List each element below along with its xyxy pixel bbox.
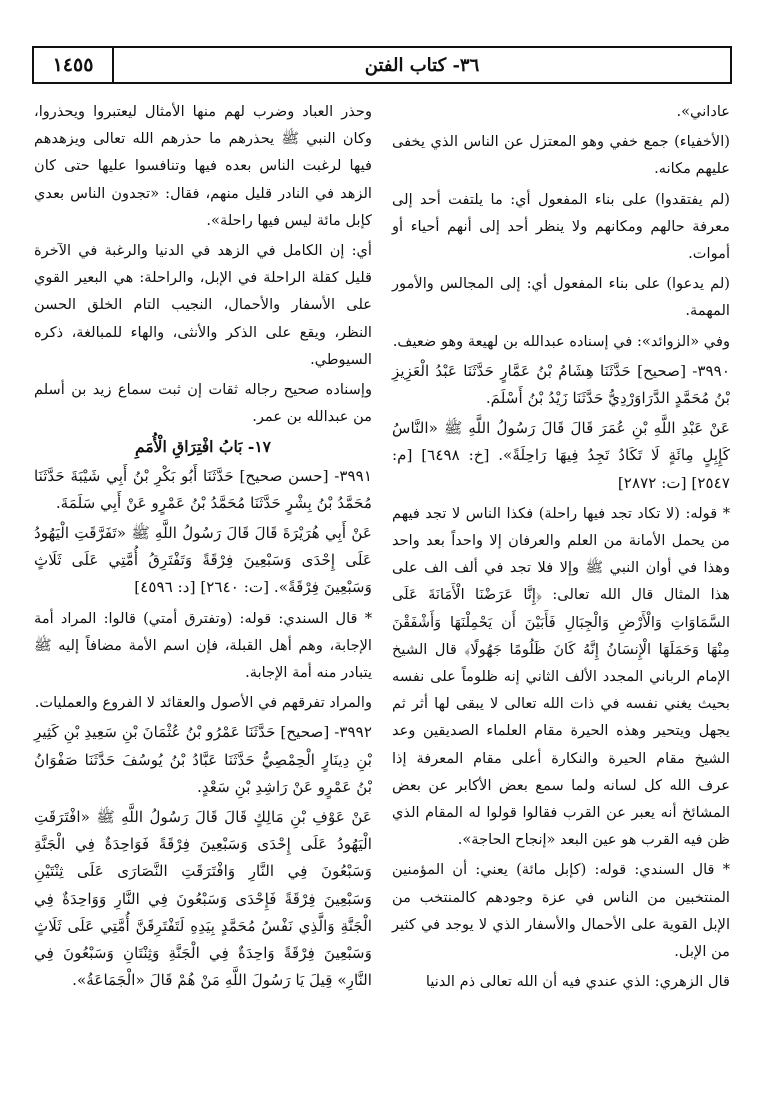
hadith-isnad: ٣٩٩١- [حسن صحيح] حَدَّثَنَا أَبُو بَكْرِ بْنُ أَبِي شَيْبَةَ حَدَّثَنَا مُحَمَّدُ بْنُ بِشْرٍ حَدَّثَنَا مُحَمَّدُ بْنُ عَمْرٍو عَنْ أَبِي سَلَمَةَ.	[34, 466, 372, 512]
left-column	[34, 98, 372, 998]
chapter-title: ٣٦- كتاب الفتن	[364, 54, 480, 76]
paragraph: وفي «الزوائد»: في إسناده عبدالله بن لهيعة وهو ضعيف.	[392, 332, 730, 350]
commentary: * قال السندي: قوله: (كإبل مائة) يعني: أن المؤمنين المنتخبين من الناس في عزة وجودهم كالمنتخب من الإبل القوية على الأحمال والأسفار الذي لا يوجد في كثير من الإبل.	[392, 861, 730, 961]
paragraph: قال الزهري: الذي عندي فيه أن الله تعالى ذم الدنيا	[425, 973, 730, 991]
page-number: ١٤٥٥	[34, 48, 114, 82]
paragraph: والمراد تفرقهم في الأصول والعقائد لا الفروع والعمليات.	[34, 694, 372, 712]
paragraph: (لم يدعوا) على بناء المفعول أي: إلى المجالس والأمور المهمة.	[392, 275, 730, 320]
paragraph: وحذر العباد وضرب لهم منها الأمثال ليعتبروا ويحذروا، وكان النبي ﷺ يحذرهم ما حذرهم الله تعالى ويزهدهم فيها لرغبت الناس بعده فيها وتنافسوا عليها حتى كان الزهد في النادر قليل منهم، فقال: «تجدون الناس بعدي كإبل مائة ليس فيها راحلة».	[34, 103, 372, 229]
commentary: * قال السندي: قوله: (وتفترق أمتي) قالوا: المراد أمة الإجابة، وهم أهل القبلة، فإن اسم الأمة مضافاً إليه ﷺ يتبادر منه أمة الإجابة.	[34, 609, 372, 682]
paragraph: (الأخفياء) جمع خفي وهو المعتزل عن الناس الذي يخفى عليهم مكانه.	[392, 133, 730, 178]
paragraph: (لم يفتقدوا) على بناء المفعول أي: ما يلتفت أحد إلى معرفة حالهم ومكانهم ولا ينظر أحد إلى أنهم أحياء أو أموات.	[392, 190, 730, 263]
hadith-isnad: ٣٩٩٠- [صحيح] حَدَّثَنَا هِشَامُ بْنُ عَمَّارٍ حَدَّثَنَا عَبْدُ الْعَزِيزِ بْنُ مُحَمَّدٍ الدَّرَاوَرْدِيُّ حَدَّثَنَا زَيْدُ بْنُ أَسْلَمَ.	[392, 361, 730, 408]
commentary: * قوله: (لا تكاد تجد فيها راحلة) فكذا الناس لا تجد فيهم من يحمل الأمانة من العلم والعرفان إلا واحداً بعد واحد وهذا في أوان النبي ﷺ وإلا فلا تجد في ألف الف على هذا المثال قال الله تعالى: ﴿إِنَّا عَرَضْنَا الْأَمَانَةَ عَلَى السَّمَاوَاتِ وَالْأَرْضِ وَالْجِبَالِ فَأَبَيْنَ أَن يَحْمِلْنَهَا وَأَشْفَقْنَ مِنْهَا وَحَمَلَهَا الْإِنسَانُ إِنَّهُ كَانَ ظَلُومًا جَهُولًا﴾ قال الشيخ الإمام الرباني المجدد الألف الثاني إنه ظلوماً على نفسه بحيث يغني نفسه في ذات الله تعالى لا يبقى لها أثر ثم يجهل ويتحير وهذه الحيرة مقام العلماء الصديقين وعد الشيخ مقام الحيرة والنكارة أعلى مقام المعرفة إذا عرف الله كل لسانه ولما سمع بعض الأكابر عن بعض المشائخ أنه يعبر عن القرب فقالوا قولوا له المقام الذي ظن فيه القرب هو عين البعد «إنجاح الحاجة».	[392, 504, 730, 849]
hadith-text: عَنْ عَوْفِ بْنِ مَالِكٍ قَالَ قَالَ رَسُولُ اللَّهِ ﷺ «افْتَرَقَتِ الْيَهُودُ عَلَى إِحْدَى وَسَبْعِينَ فِرْقَةً فَوَاحِدَةٌ فِي الْجَنَّةِ وَسَبْعُونَ فِي النَّارِ وَافْتَرَقَتِ النَّصَارَى عَلَى ثِنْتَيْنِ وَسَبْعِينَ فِرْقَةً فَإِحْدَى وَسَبْعُونَ فِي النَّارِ وَوَاحِدَةٌ فِي الْجَنَّةِ وَالَّذِي نَفْسُ مُحَمَّدٍ بِيَدِهِ لَتَفْتَرِقَنَّ أُمَّتِي عَلَى ثَلَاثٍ وَسَبْعِينَ فِرْقَةً وَاحِدَةٌ فِي الْجَنَّةِ وَثِنْتَانِ وَسَبْعُونَ فِي النَّارِ» قِيلَ يَا رَسُولَ اللَّهِ مَنْ هُمْ قَالَ «الْجَمَاعَةُ».	[34, 808, 372, 990]
paragraph: عاداني».	[676, 103, 730, 120]
hadith-text: عَنْ أَبِي هُرَيْرَةَ قَالَ قَالَ رَسُولُ اللَّهِ ﷺ «تَفَرَّقَتِ الْيَهُودُ عَلَى إِحْدَى وَسَبْعِينَ فِرْقَةً وَتَفْتَرِقُ أُمَّتِي عَلَى ثَلَاثٍ وَسَبْعِينَ فِرْقَةً». [ت: ٢٦٤٠] [د: ٤٥٩٦]	[34, 524, 372, 597]
paragraph: أي: إن الكامل في الزهد في الدنيا والرغبة في الآخرة قليل كقلة الراحلة في الإبل، والراحلة: هي البعير القوي على الأسفار والأحمال، النجيب التام الخلق الحسن النظر، ويقع على الذكر والأنثى، والهاء للمبالغة، ذكره السيوطي.	[34, 242, 372, 368]
hadith-text: عَنْ عَبْدِ اللَّهِ بْنِ عُمَرَ قَالَ قَالَ رَسُولُ اللَّهِ ﷺ «النَّاسُ كَإِبِلٍ مِائَةٍ لَا تَكَادُ تَجِدُ فِيهَا رَاحِلَةً». [خ: ٦٤٩٨] [م: ٢٥٤٧] [ت: ٢٨٧٢]	[392, 419, 730, 492]
right-column	[392, 98, 730, 999]
paragraph: وإسناده صحيح رجاله ثقات إن ثبت سماع زيد بن أسلم من عبدالله بن عمر.	[34, 381, 372, 426]
hadith-isnad: ٣٩٩٢- [صحيح] حَدَّثَنَا عَمْرُو بْنُ عُثْمَانَ بْنِ سَعِيدِ بْنِ كَثِيرِ بْنِ دِينَارٍ الْحِمْصِيُّ حَدَّثَنَا عَبَّادُ بْنُ يُوسُفَ حَدَّثَنَا صَفْوَانُ بْنُ عَمْرٍو عَنْ رَاشِدِ بْنِ سَعْدٍ.	[34, 723, 372, 796]
page-header	[32, 46, 732, 84]
section-title: ١٧- بَابُ افْتِرَاقِ الْأُمَمِ	[135, 437, 271, 457]
